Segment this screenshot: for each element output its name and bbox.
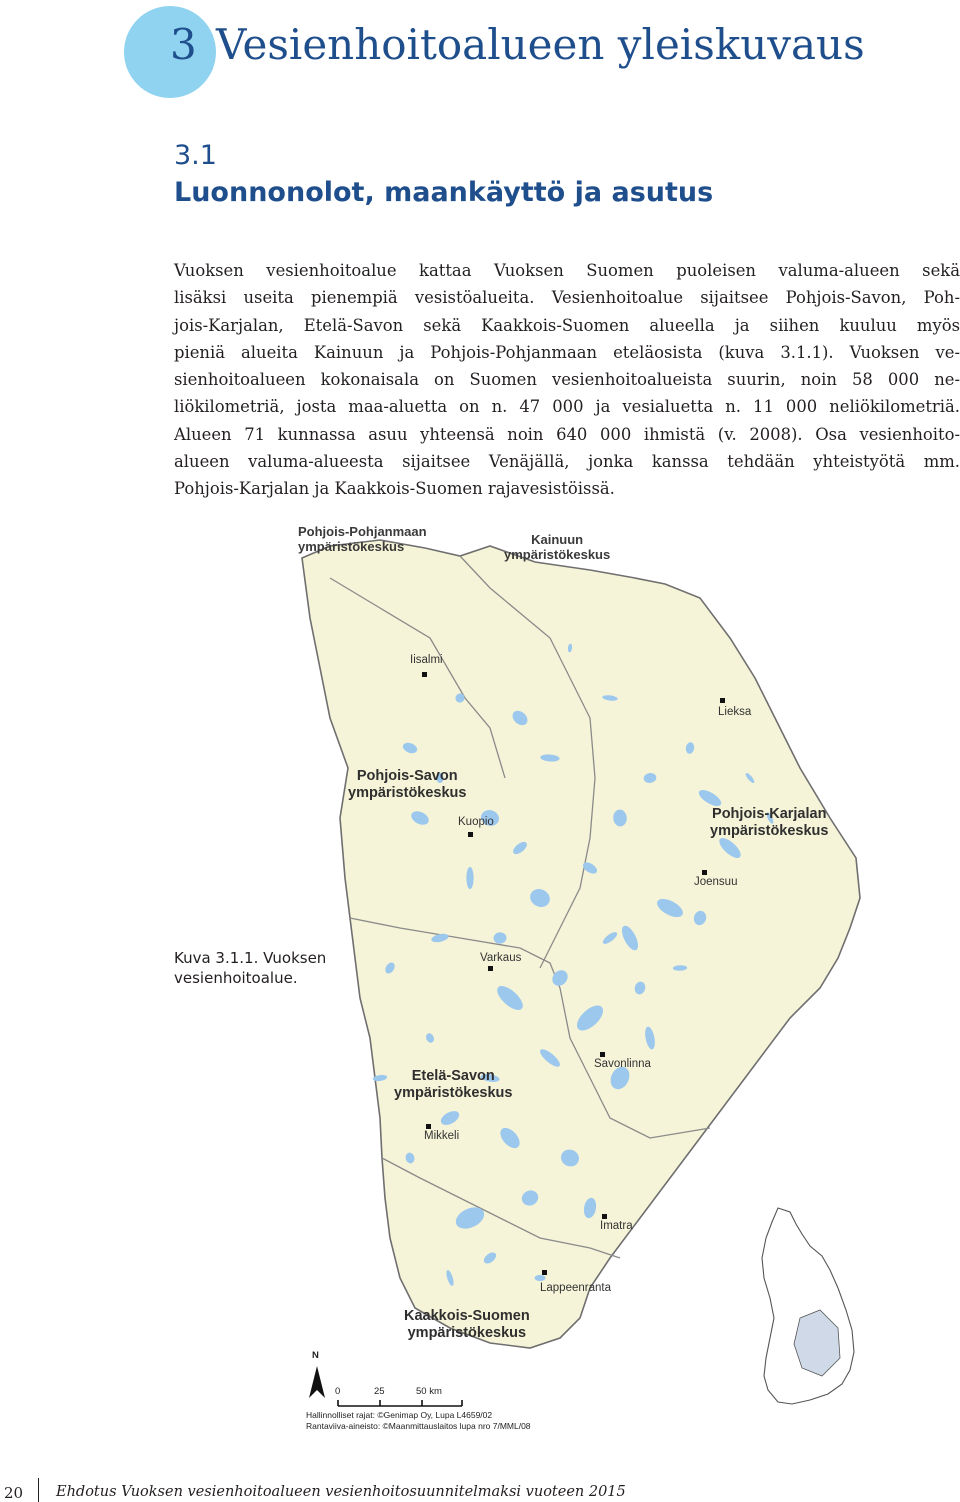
city-marker-icon [600, 1052, 605, 1057]
city-marker-icon [702, 870, 707, 875]
paragraph-line: Pohjois-Karjalan ja Kaakkois-Suomen rajavesistöissä. [174, 479, 615, 499]
footer-divider [38, 1478, 39, 1502]
city-label-lappeenranta: Lappeenranta [540, 1282, 611, 1294]
paragraph-line: alueen valuma-alueesta sijaitsee Venäjällä, jonka kanssa tehdään yhteistyötä mm. [174, 452, 960, 472]
city-label-mikkeli: Mikkeli [424, 1130, 460, 1142]
region-label-pohjois-savo: Pohjois-Savon ympäristökeskus [348, 768, 467, 801]
city-label-iisalmi: Iisalmi [410, 654, 443, 666]
paragraph-line: pieniä alueita Kainuun ja Pohjois-Pohjanmaan eteläosista (kuva 3.1.1). Vuoksen ve- [174, 342, 960, 362]
scale-label-50: 50 km [416, 1386, 442, 1397]
lake-shape [534, 1275, 545, 1281]
footer-title: Ehdotus Vuoksen vesienhoitoalueen vesienhoitosuunnitelmaksi vuoteen 2015 [56, 1484, 626, 1500]
region-label-etela-savo: Etelä-Savon ympäristökeskus [394, 1068, 513, 1101]
city-marker-icon [468, 832, 473, 837]
paragraph-line: jois-Karjalan, Etelä-Savon sekä Kaakkois-Suomen alueella ja siihen kuuluu myös [174, 315, 960, 335]
paragraph-line: Vuoksen vesienhoitoalue kattaa Vuoksen Suomen puoleisen valuma-alueen sekä [174, 261, 960, 280]
city-label-savonlinna: Savonlinna [594, 1058, 651, 1070]
city-marker-icon [426, 1124, 431, 1129]
scale-bar [338, 1400, 462, 1406]
paragraph-line: Alueen 71 kunnassa asuu yhteensä noin 640 000 ihmistä (v. 2008). Osa vesienhoito- [174, 424, 960, 444]
body-paragraph [174, 257, 960, 503]
scale-label-0: 0 [335, 1386, 341, 1397]
region-label-kaakkois-suomi: Kaakkois-Suomen ympäristökeskus [404, 1308, 530, 1341]
vuoksi-river-basin-map [290, 518, 870, 1431]
figure-caption: Kuva 3.1.1. Vuoksen vesienhoitoalue. [174, 949, 327, 987]
page-number: 20 [4, 1484, 24, 1502]
lake-shape [466, 867, 473, 889]
city-marker-icon [488, 966, 493, 971]
city-label-imatra: Imatra [600, 1220, 633, 1232]
section-number: 3.1 [174, 140, 217, 171]
city-marker-icon [542, 1270, 547, 1275]
city-label-varkaus: Varkaus [480, 952, 522, 964]
paragraph-line: sienhoitoalueen kokonaisala on Suomen vesienhoitoalueista suurin, noin 58 000 ne- [174, 370, 960, 390]
north-label: N [312, 1350, 319, 1361]
city-marker-icon [422, 672, 427, 677]
region-label-pohjois-karjala: Pohjois-Karjalan ympäristökeskus [710, 806, 829, 839]
north-arrow-shape [309, 1366, 325, 1398]
section-title: Luonnonolot, maankäyttö ja asutus [174, 177, 714, 208]
chapter-title: Vesienhoitoalueen yleiskuvaus [216, 20, 865, 69]
region-label-kainuu: Kainuun ympäristökeskus [504, 532, 611, 562]
finland-inset-basin [794, 1310, 840, 1376]
paragraph-line: liökilometriä, josta maa-aluetta on n. 47 000 ja vesialuetta n. 11 000 neliökilometriä. [174, 397, 960, 417]
chapter-number: 3 [170, 20, 197, 69]
city-label-joensuu: Joensuu [694, 876, 738, 888]
city-label-kuopio: Kuopio [458, 816, 494, 828]
city-label-lieksa: Lieksa [718, 706, 752, 718]
paragraph-line: lisäksi useita pienempiä vesistöalueita. Vesienhoitoalue sijaitsee Pohjois-Savon, Poh- [174, 288, 960, 308]
city-marker-icon [720, 698, 725, 703]
basin-land-area [302, 540, 860, 1348]
finland-inset-outline [762, 1208, 854, 1404]
region-label-pohjois-pohjanmaa: Pohjois-Pohjanmaan ympäristökeskus [298, 524, 427, 554]
map-copyright: Hallinnolliset rajat: ©Genimap Oy, Lupa L4659/02 Rantaviiva-aineisto: ©Maanmittauslaitos lupa nro 7/MML/08 [306, 1410, 531, 1431]
city-marker-icon [602, 1214, 607, 1219]
scale-label-25: 25 [374, 1386, 385, 1397]
